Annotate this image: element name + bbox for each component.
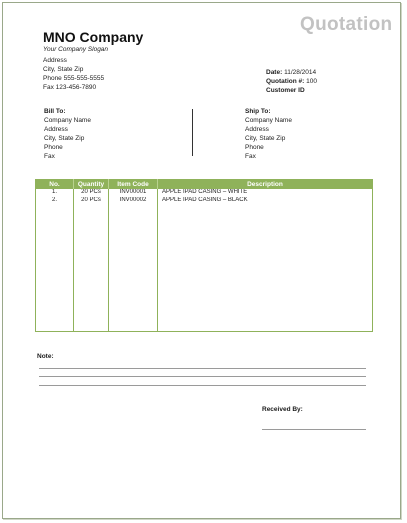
note-line-1 (39, 368, 366, 369)
row-item-code: INV00002 (109, 197, 158, 205)
ship-to-city: City, State Zip (245, 135, 286, 142)
table-header-row (36, 180, 373, 190)
quotation-label: Quotation #: (266, 78, 305, 85)
quotation-row (266, 77, 317, 86)
header-description: Description (158, 180, 373, 190)
company-city: City, State Zip (43, 66, 84, 73)
company-address: Address (43, 57, 67, 64)
row-number: 2. (36, 197, 74, 205)
company-name: MNO Company (43, 29, 144, 45)
company-phone: Phone 555-555-5555 (43, 75, 105, 82)
row-item-code: INV00001 (109, 189, 158, 197)
table-empty-area (36, 205, 373, 332)
date-value: 11/28/2014 (284, 69, 317, 76)
ship-to-label: Ship To: (245, 108, 271, 115)
customer-id-label: Customer ID (266, 87, 305, 94)
row-description: APPLE IPAD CASING – BLACK (162, 197, 248, 203)
address-divider (192, 109, 193, 156)
bill-to-fax: Fax (44, 153, 55, 160)
bill-to-company: Company Name (44, 117, 91, 124)
table-row (36, 189, 373, 197)
received-by-line (262, 429, 366, 430)
note-label: Note: (37, 353, 54, 360)
bill-to-label: Bill To: (44, 108, 66, 115)
ship-to-fax: Fax (245, 153, 256, 160)
note-line-3 (39, 385, 366, 386)
row-description: APPLE IPAD CASING – WHITE (162, 189, 248, 195)
header-item-code: Item Code (109, 180, 158, 190)
bill-to-address: Address (44, 126, 68, 133)
ship-to-address: Address (245, 126, 269, 133)
row-number: 1. (36, 189, 74, 197)
header-no: No. (36, 180, 74, 190)
date-label: Date: (266, 69, 283, 76)
company-slogan: Your Company Slogan (43, 46, 109, 53)
received-by-label: Received By: (262, 406, 303, 413)
note-line-2 (39, 376, 366, 377)
bill-to-city: City, State Zip (44, 135, 85, 142)
quotation-value: 100 (306, 78, 317, 85)
bill-to-phone: Phone (44, 144, 63, 151)
row-quantity: 20 PCs (74, 189, 109, 197)
table-row (36, 197, 373, 205)
date-row (266, 68, 316, 77)
row-quantity: 20 PCs (74, 197, 109, 205)
items-table (35, 179, 373, 332)
document-title: Quotation (300, 14, 393, 35)
company-fax: Fax 123-456-7890 (43, 84, 97, 91)
ship-to-company: Company Name (245, 117, 292, 124)
header-quantity: Quantity (74, 180, 109, 190)
ship-to-phone: Phone (245, 144, 264, 151)
